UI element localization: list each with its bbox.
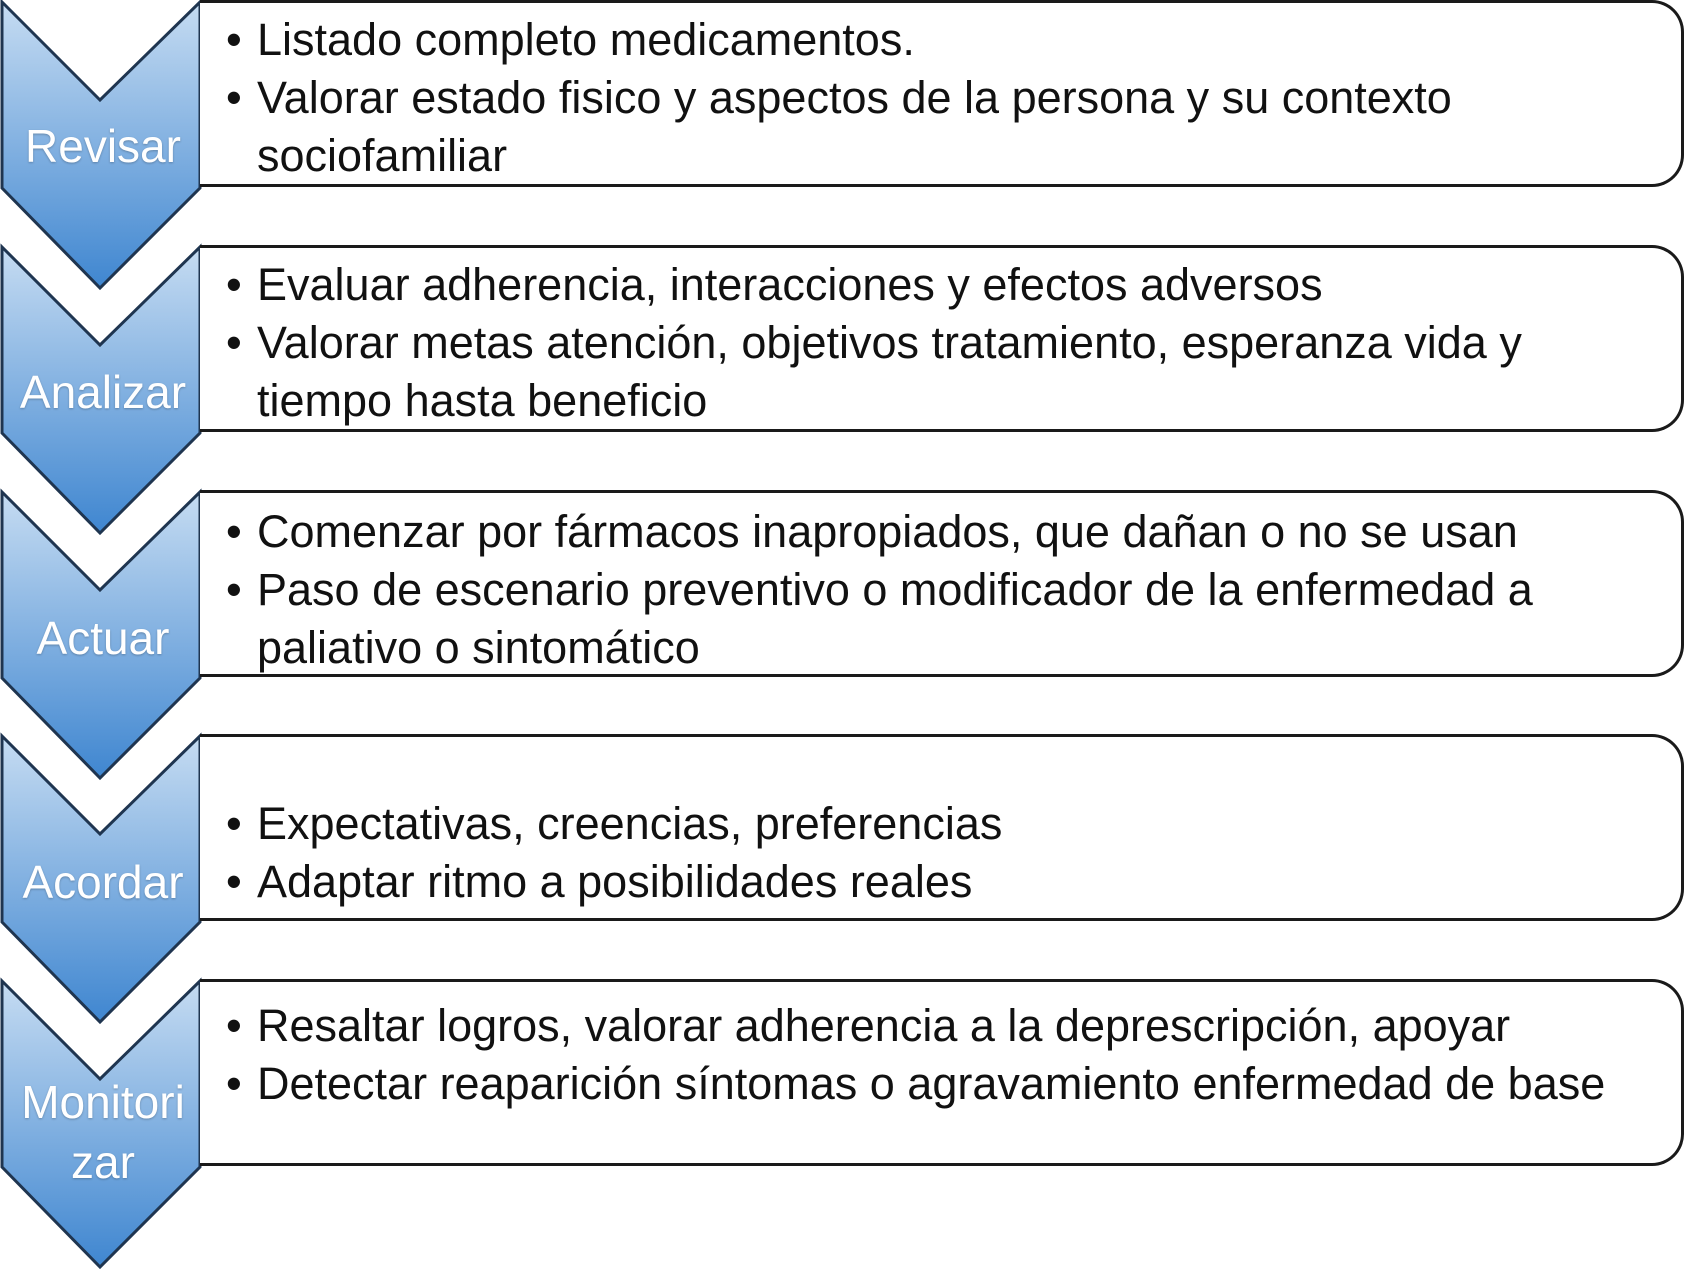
step-label: Monitori zar [21, 1076, 185, 1188]
step-label: Actuar [36, 612, 170, 664]
step-description-box [200, 979, 1684, 1166]
bullet-item: • Detectar reaparición síntomas o agravamiento enfermedad de base [226, 1055, 1661, 1113]
bullet-item: • Paso de escenario preventivo o modificador de la enfermedad a paliativo o sintomático [226, 561, 1661, 677]
step-label: Acordar [22, 856, 184, 908]
bullet-list [226, 997, 1661, 1113]
step-description-box [200, 245, 1684, 432]
step-description-box [200, 734, 1684, 921]
bullet-list [226, 795, 1661, 911]
step-label: Analizar [19, 366, 187, 418]
step-description-box [200, 0, 1684, 187]
bullet-list [226, 11, 1661, 185]
bullet-item: • Adaptar ritmo a posibilidades reales [226, 853, 1661, 911]
bullet-item: • Resaltar logros, valorar adherencia a la deprescripción, apoyar [226, 997, 1661, 1055]
bullet-list [226, 256, 1661, 430]
step-description-box [200, 490, 1684, 677]
bullet-item: • Valorar metas atención, objetivos tratamiento, esperanza vida y tiempo hasta beneficio [226, 314, 1661, 430]
bullet-item: • Evaluar adherencia, interacciones y efectos adversos [226, 256, 1661, 314]
bullet-item: • Comenzar por fármacos inapropiados, que dañan o no se usan [226, 503, 1661, 561]
process-step [0, 979, 1690, 1279]
step-label: Revisar [25, 120, 181, 172]
bullet-item: • Listado completo medicamentos. [226, 11, 1661, 69]
bullet-item: • Expectativas, creencias, preferencias [226, 795, 1661, 853]
bullet-list [226, 503, 1661, 677]
bullet-item: • Valorar estado fisico y aspectos de la persona y su contexto sociofamiliar [226, 69, 1661, 185]
